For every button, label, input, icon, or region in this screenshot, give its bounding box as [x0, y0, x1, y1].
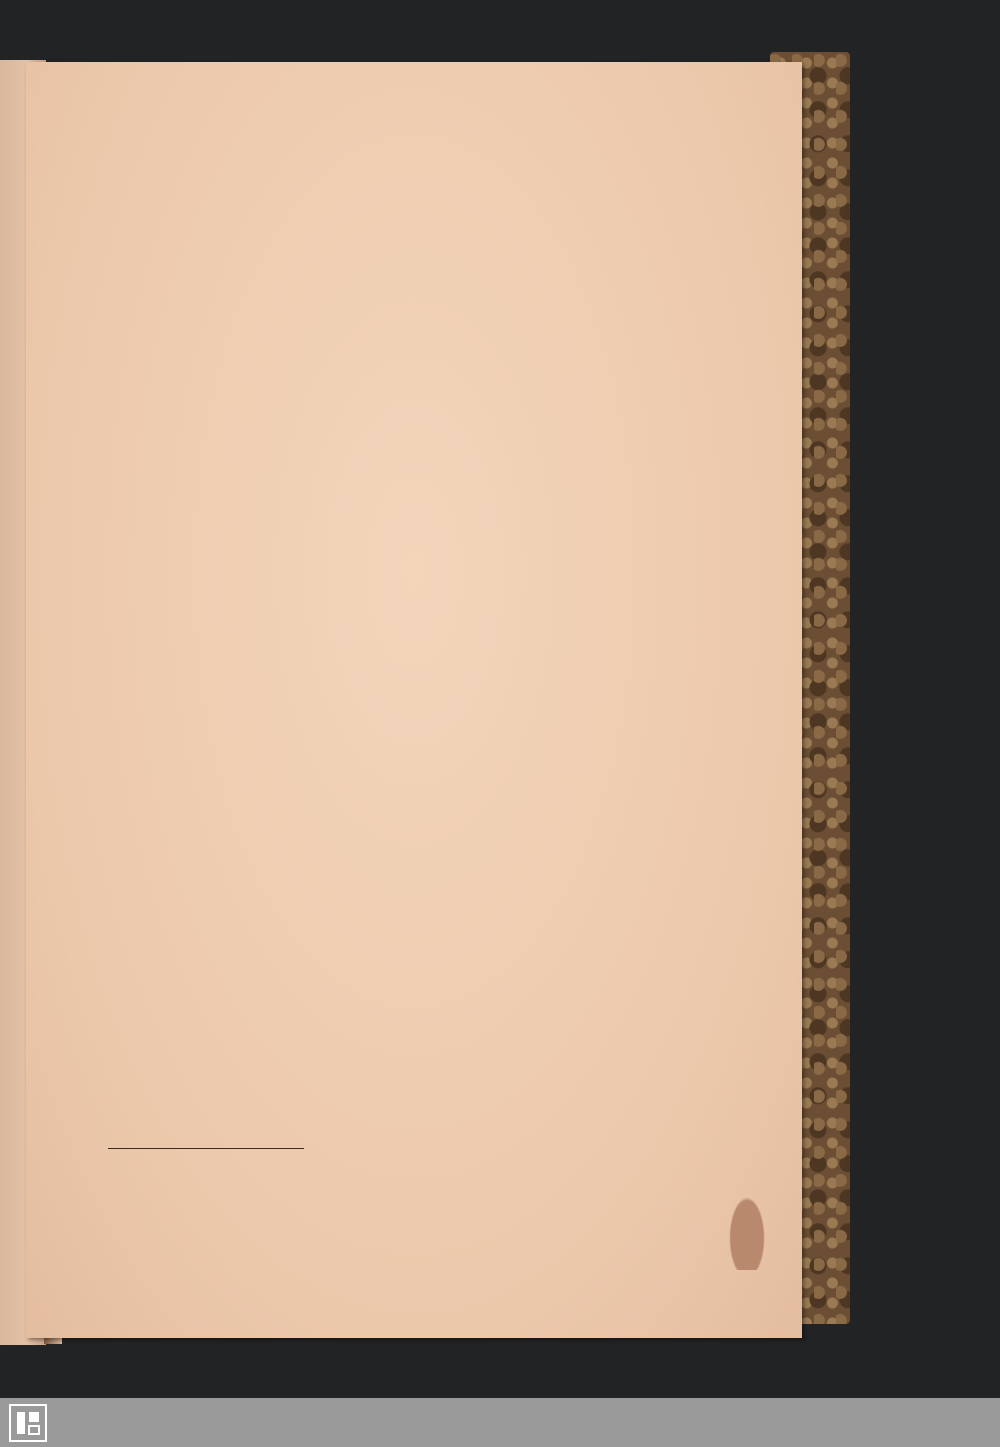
- page-text: [108, 184, 700, 190]
- paper-stain: [726, 1190, 768, 1270]
- footnote-rule: [108, 1148, 304, 1149]
- book-page: [26, 62, 802, 1338]
- library-logo-icon: [9, 1404, 47, 1442]
- library-footer: [0, 1398, 1000, 1447]
